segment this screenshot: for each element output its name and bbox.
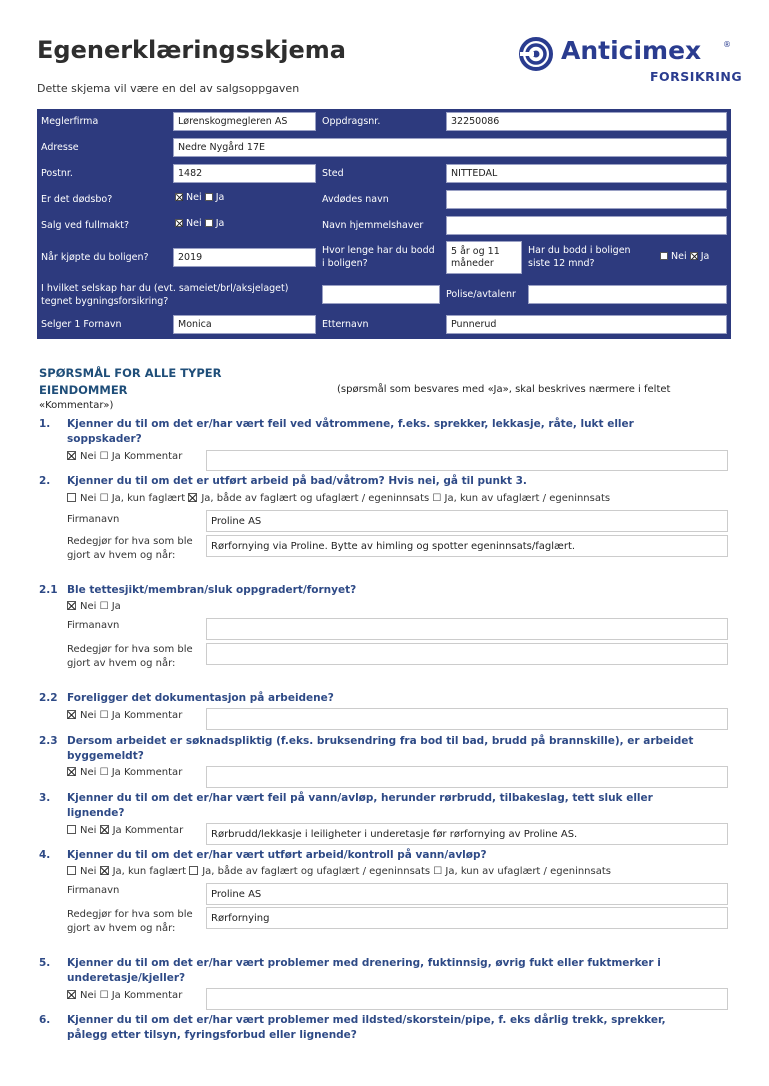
bodd-field[interactable]: 5 år og 11 måneder: [446, 241, 522, 274]
bodd12-ja-checkbox[interactable]: [690, 252, 698, 260]
polise-label: Polise/avtalenr: [446, 289, 516, 300]
q4-kun-faglaert-checkbox[interactable]: [100, 866, 109, 875]
q5-options: [67, 990, 182, 1001]
q2-firmanavn-label: Firmanavn: [67, 514, 120, 525]
selskap-label: I hvilket selskap har du (evt. sameiet/brl/aksjelaget) tegnet bygningsforsikring?: [41, 283, 289, 307]
q6-number: 6.: [39, 1014, 51, 1026]
q21-number: 2.1: [39, 584, 58, 596]
q4-opt-kun-label: Ja, kun faglært: [112, 866, 187, 877]
q3-ja-checkbox[interactable]: [100, 825, 109, 834]
dodsbo-options: [175, 192, 224, 203]
q2-redegjor-label: Redegjør for hva som ble gjort av hvem og når:: [67, 536, 193, 561]
anticimex-logo-icon: [518, 37, 556, 71]
sted-field[interactable]: NITTEDAL: [446, 164, 727, 183]
q3-nei-checkbox[interactable]: [67, 825, 76, 834]
q22-text: Foreligger det dokumentasjon på arbeidene?: [67, 692, 334, 704]
q21-firmanavn-label: Firmanavn: [67, 620, 120, 631]
logo-subtitle: FORSIKRING: [650, 69, 743, 84]
q1-nei-checkbox[interactable]: [67, 451, 76, 460]
q4-redegjor-field[interactable]: Rørfornying: [206, 907, 728, 929]
dodsbo-nei-checkbox[interactable]: [175, 193, 183, 201]
bodd12-label: Har du bodd i boligen siste 12 mnd?: [528, 245, 631, 269]
fullmakt-nei-label: Nei: [186, 218, 202, 229]
fullmakt-ja-label: Ja: [215, 218, 225, 229]
bodd12-options: [660, 251, 709, 262]
section-note-cont: «Kommentar»): [39, 400, 114, 411]
sted-label: Sted: [322, 168, 344, 179]
fullmakt-label: Salg ved fullmakt?: [41, 220, 130, 231]
q5-text: Kjenner du til om det er/har vært problemer med drenering, fuktinnsig, øvrig fukt eller fuktmerker i underetasje/kjeller?: [67, 957, 661, 984]
postnr-field[interactable]: 1482: [173, 164, 316, 183]
q4-number: 4.: [39, 849, 51, 861]
q21-options-label: Nei ☐ Ja: [80, 601, 121, 612]
hjemmelshaver-field[interactable]: [446, 216, 727, 235]
postnr-label: Postnr.: [41, 168, 73, 179]
q21-text: Ble tettesjikt/membran/sluk oppgradert/fornyet?: [67, 584, 357, 596]
q23-text: Dersom arbeidet er søknadspliktig (f.eks. bruksendring fra bod til bad, brudd på brannskille), er arbeidet byggemeldt?: [67, 735, 694, 762]
dodsbo-ja-checkbox[interactable]: [205, 193, 213, 201]
bodd12-ja-label: Ja: [700, 251, 710, 262]
selger-fornavn-field[interactable]: Monica: [173, 315, 316, 334]
q1-options-label: Nei ☐ Ja Kommentar: [80, 451, 183, 462]
q4-redegjor-label: Redegjør for hva som ble gjort av hvem og når:: [67, 909, 193, 934]
q22-options: [67, 710, 182, 721]
q5-nei-checkbox[interactable]: [67, 990, 76, 999]
oppdragsnr-label: Oppdragsnr.: [322, 116, 381, 127]
q3-comment-field[interactable]: Rørbrudd/lekkasje i leiligheter i underetasje før rørfornying av Proline AS.: [206, 823, 728, 845]
q3-options: [67, 825, 183, 836]
logo-wordmark: Anticimex: [561, 36, 702, 65]
q1-number: 1.: [39, 418, 51, 430]
q21-options: [67, 601, 121, 612]
q2-redegjor-field[interactable]: Rørfornying via Proline. Bytte av himling og spotter egeninnsats/faglært.: [206, 535, 728, 557]
polise-field[interactable]: [528, 285, 727, 304]
q23-options: [67, 767, 182, 778]
kjopt-label: Når kjøpte du boligen?: [41, 252, 149, 263]
q5-number: 5.: [39, 957, 51, 969]
section-heading-line2: EIENDOMMER: [39, 383, 128, 397]
q5-options-label: Nei ☐ Ja Kommentar: [80, 990, 183, 1001]
q4-opt-nei-label: Nei: [80, 866, 97, 877]
adresse-field[interactable]: Nedre Nygård 17E: [173, 138, 727, 157]
q21-nei-checkbox[interactable]: [67, 601, 76, 610]
q3-nei-label: Nei: [80, 825, 97, 836]
oppdragsnr-field[interactable]: 32250086: [446, 112, 727, 131]
q2-text: Kjenner du til om det er utført arbeid på bad/våtrom? Hvis nei, gå til punkt 3.: [67, 475, 527, 487]
q1-options: [67, 451, 182, 462]
section-note: (spørsmål som besvares med «Ja», skal beskrives nærmere i feltet: [337, 384, 671, 395]
q4-firmanavn-label: Firmanavn: [67, 885, 120, 896]
q2-opt-both-label: Ja, både av faglært og ufaglært / egeninnsats ☐ Ja, kun av ufaglært / egeninnsats: [201, 493, 611, 504]
q4-nei-checkbox[interactable]: [67, 866, 76, 875]
etternavn-label: Etternavn: [322, 319, 369, 330]
selskap-field[interactable]: [322, 285, 440, 304]
q4-text: Kjenner du til om det er/har vært utført arbeid/kontroll på vann/avløp?: [67, 849, 487, 861]
kjopt-field[interactable]: 2019: [173, 248, 316, 267]
q4-firmanavn-field[interactable]: Proline AS: [206, 883, 728, 905]
q23-nei-checkbox[interactable]: [67, 767, 76, 776]
q4-opt-both-label: Ja, både av faglært og ufaglært / egeninnsats ☐ Ja, kun av ufaglært / egeninnsats: [202, 866, 611, 877]
q3-text: Kjenner du til om det er/har vært feil på vann/avløp, herunder rørbrudd, tilbakeslag, tett sluk eller lignende?: [67, 792, 653, 819]
section-heading-line1: SPØRSMÅL FOR ALLE TYPER: [39, 366, 222, 380]
bodd12-nei-label: Nei: [671, 251, 687, 262]
q2-opt-nei-label: Nei ☐ Ja, kun faglært: [80, 493, 186, 504]
meglerfirma-label: Meglerfirma: [41, 116, 99, 127]
etternavn-field[interactable]: Punnerud: [446, 315, 727, 334]
page-title: Egenerklæringsskjema: [37, 36, 346, 64]
q22-comment-field[interactable]: [206, 708, 728, 730]
dodsbo-label: Er det dødsbo?: [41, 194, 113, 205]
bodd12-nei-checkbox[interactable]: [660, 252, 668, 260]
dodsbo-ja-label: Ja: [215, 192, 225, 203]
adresse-label: Adresse: [41, 142, 79, 153]
avdodes-label: Avdødes navn: [322, 194, 389, 205]
page-subtitle: Dette skjema vil være en del av salgsoppgaven: [37, 82, 300, 95]
q6-text: Kjenner du til om det er/har vært problemer med ildsted/skorstein/pipe, f. eks dårlig trekk, sprekker, pålegg etter tilsyn, fyringsforbud eller lignende?: [67, 1014, 666, 1041]
q3-ja-label: Ja Kommentar: [112, 825, 184, 836]
q23-number: 2.3: [39, 735, 58, 747]
q22-number: 2.2: [39, 692, 58, 704]
dodsbo-nei-label: Nei: [186, 192, 202, 203]
avdodes-field[interactable]: [446, 190, 727, 209]
q21-redegjor-label: Redegjør for hva som ble gjort av hvem og når:: [67, 644, 193, 669]
q4-both-checkbox[interactable]: [189, 866, 198, 875]
selger-label: Selger 1 Fornavn: [41, 319, 122, 330]
q2-both-checkbox[interactable]: [188, 493, 197, 502]
q4-options: [67, 866, 611, 877]
fullmakt-nei-checkbox[interactable]: [175, 219, 183, 227]
q23-comment-field[interactable]: [206, 766, 728, 788]
hjemmelshaver-label: Navn hjemmelshaver: [322, 220, 424, 231]
q22-nei-checkbox[interactable]: [67, 710, 76, 719]
q1-text: Kjenner du til om det er/har vært feil ved våtrommene, f.eks. sprekker, lekkasje, råte, lukt eller soppskader?: [67, 418, 634, 445]
q2-number: 2.: [39, 475, 51, 487]
logo-registered-mark: ®: [723, 40, 731, 49]
q2-firmanavn-field[interactable]: Proline AS: [206, 510, 728, 532]
q1-comment-field[interactable]: [206, 450, 728, 471]
q3-number: 3.: [39, 792, 51, 804]
fullmakt-options: [175, 218, 224, 229]
meglerfirma-field[interactable]: Lørenskogmegleren AS: [173, 112, 316, 131]
q21-redegjor-field[interactable]: [206, 643, 728, 665]
q2-options: [67, 493, 610, 504]
bodd-label: Hvor lenge har du bodd i boligen?: [322, 245, 435, 269]
q23-options-label: Nei ☐ Ja Kommentar: [80, 767, 183, 778]
q22-options-label: Nei ☐ Ja Kommentar: [80, 710, 183, 721]
fullmakt-ja-checkbox[interactable]: [205, 219, 213, 227]
q21-firmanavn-field[interactable]: [206, 618, 728, 640]
q5-comment-field[interactable]: [206, 988, 728, 1010]
q2-nei-checkbox[interactable]: [67, 493, 76, 502]
